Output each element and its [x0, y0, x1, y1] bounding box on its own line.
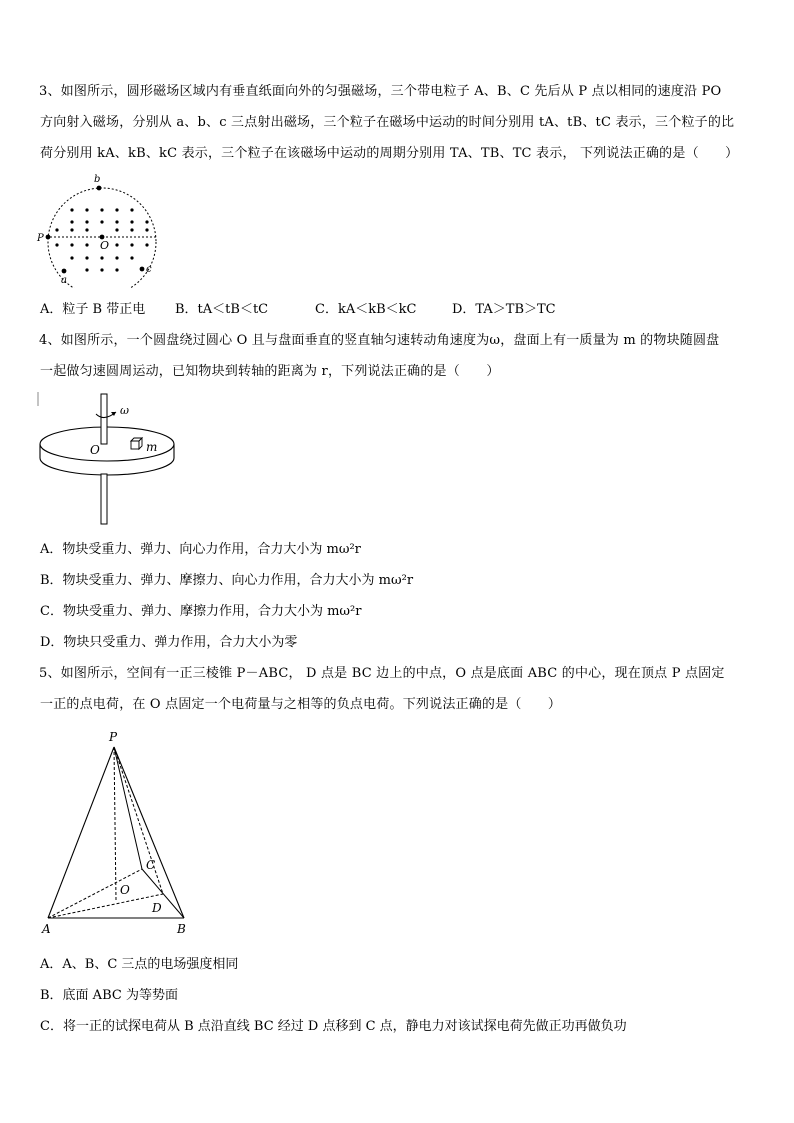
q5-stem-line-2: 一正的点电荷，在 O 点固定一个电荷量与之相等的负点电荷。下列说法正确的是（ ） — [40, 697, 562, 712]
edge-bc — [142, 869, 184, 918]
entry-point-p — [46, 235, 51, 240]
label-omega: ω — [120, 404, 129, 417]
q3-choice-d[interactable]: D．TA＞TB＞TC — [452, 302, 556, 317]
q4-choice-a[interactable]: A．物块受重力、弹力、向心力作用，合力大小为 mω²r — [40, 542, 361, 557]
q3-magnetic-field-figure — [30, 170, 160, 288]
label-c: c — [146, 264, 152, 275]
label-b: B — [177, 922, 186, 936]
rotation-axle-bottom — [101, 474, 107, 524]
q4-choice-b[interactable]: B．物块受重力、弹力、摩擦力、向心力作用，合力大小为 mω²r — [40, 573, 414, 588]
label-b: b — [94, 174, 101, 185]
q4-stem-line-1: 4、如图所示，一个圆盘绕过圆心 O 且与盘面垂直的竖直轴匀速转动角速度为ω，盘面上有一质量为 m 的物块随圆盘 — [39, 333, 720, 348]
label-p: P — [109, 730, 118, 744]
q3-stem-line-3: 荷分别用 kA、kB、kC 表示，三个粒子在该磁场中运动的周期分别用 TA、TB、TC 表示， 下列说法正确的是（ ） — [40, 146, 739, 161]
exit-point-c — [140, 267, 145, 272]
label-d: D — [152, 901, 162, 915]
q3-choice-c[interactable]: C．kA＜kB＜kC — [315, 302, 417, 317]
q4-stem-line-2: 一起做匀速圆周运动，已知物块到转轴的距离为 r，下列说法正确的是（ ） — [40, 364, 500, 379]
q3-stem-line-1: 3、如图所示，圆形磁场区域内有垂直纸面向外的匀强磁场，三个带电粒子 A、B、C 先后从 P 点以相同的速度沿 PO — [39, 84, 722, 99]
rotation-axle-top — [101, 394, 107, 444]
q3-stem-line-2: 方向射入磁场，分别从 a、b、c 三点射出磁场，三个粒子在磁场中运动的时间分别用 tA、tB、tC 表示，三个粒子的比 — [40, 115, 735, 130]
q3-choice-a[interactable]: A．粒子 B 带正电 — [40, 302, 146, 317]
label-p: P — [37, 233, 44, 244]
label-o: O — [100, 239, 110, 252]
label-o: O — [90, 443, 100, 457]
label-c: C — [146, 858, 156, 872]
q4-choice-d[interactable]: D．物块只受重力、弹力作用，合力大小为零 — [40, 635, 298, 650]
line-pd-dashed — [114, 747, 163, 894]
edge-pa — [48, 747, 114, 918]
q4-rotating-disc-figure — [34, 388, 184, 528]
label-o: O — [120, 883, 130, 897]
q5-choice-a[interactable]: A．A、B、C 三点的电场强度相同 — [40, 957, 239, 972]
q4-choice-c[interactable]: C．物块受重力、弹力、摩擦力作用，合力大小为 mω²r — [40, 604, 362, 619]
q5-choice-c[interactable]: C．将一正的试探电荷从 B 点沿直线 BC 经过 D 点移到 C 点，静电力对该试探电荷先做正功再做负功 — [40, 1019, 627, 1034]
q5-choice-b[interactable]: B．底面 ABC 为等势面 — [40, 988, 178, 1003]
q3-choice-b[interactable]: B．tA＜tB＜tC — [175, 302, 269, 317]
line-ad-dashed — [48, 894, 163, 918]
line-po-dashed — [114, 747, 116, 900]
label-a: A — [42, 922, 51, 936]
exit-point-a — [62, 269, 67, 274]
q5-stem-line-1: 5、如图所示，空间有一正三棱锥 P－ABC， D 点是 BC 边上的中点，O 点是底面 ABC 的中心，现在顶点 P 点固定 — [39, 666, 725, 681]
exit-point-b — [97, 186, 102, 191]
label-m: m — [146, 440, 158, 454]
edge-pc — [114, 747, 142, 869]
q5-triangular-pyramid-figure — [36, 724, 196, 939]
label-a: a — [61, 275, 67, 286]
block-m-icon — [131, 438, 142, 449]
